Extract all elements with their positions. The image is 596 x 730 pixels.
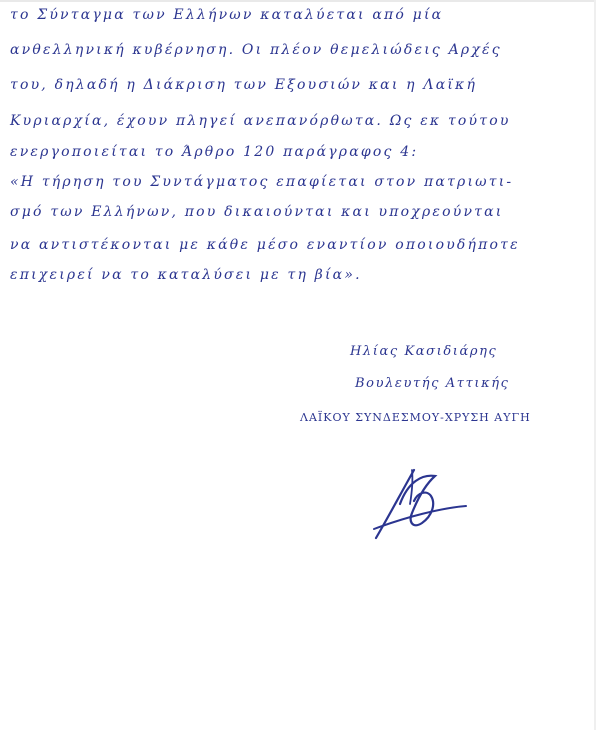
body-line-7: σμό των Ελλήνων, που δικαιούνται και υποχρεούνται (10, 204, 504, 220)
body-line-6: «Η τήρηση του Συντάγματος επαφίεται στον πατριωτι- (10, 174, 514, 190)
handwritten-signature (352, 456, 472, 546)
signatory-name: Ηλίας Κασιδιάρης (350, 344, 498, 359)
body-line-3: του, δηλαδή η Διάκριση των Εξουσιών και η Λαϊκή (10, 77, 478, 93)
body-line-5: ενεργοποιείται το Άρθρο 120 παράγραφος 4: (10, 144, 419, 160)
body-line-9: επιχειρεί να το καταλύσει με τη βία». (10, 267, 362, 283)
signatory-party: ΛΑΪΚΟΥ ΣΥΝΔΕΣΜΟΥ-ΧΡΥΣΗ ΑΥΓΗ (300, 411, 531, 424)
body-line-2: ανθελληνική κυβέρνηση. Οι πλέον θεμελιώδεις Αρχές (10, 42, 502, 58)
body-line-4: Κυριαρχία, έχουν πληγεί ανεπανόρθωτα. Ως εκ τούτου (10, 113, 511, 129)
scan-top-edge (0, 0, 596, 2)
body-line-1: το Σύνταγμα των Ελλήνων καταλύεται από μία (10, 7, 444, 23)
signatory-title: Βουλευτής Αττικής (355, 376, 510, 391)
body-line-8: να αντιστέκονται με κάθε μέσο εναντίον οποιουδήποτε (10, 237, 520, 253)
